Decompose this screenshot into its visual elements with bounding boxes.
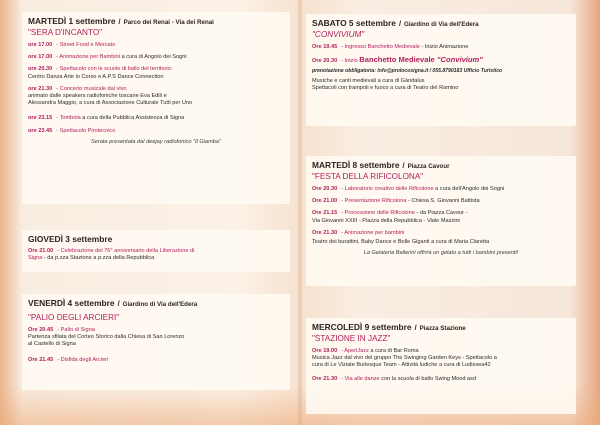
event-item (312, 376, 570, 383)
section-martedi-8 (306, 156, 576, 286)
event-item (312, 230, 570, 246)
event-time: Ore 21.15 (312, 210, 338, 217)
event-time: ore 20.30 (28, 66, 53, 73)
event-detail: - Inizio Animazione (419, 44, 469, 50)
event-name: - Laboratorio creativo delle Rificolone (341, 186, 434, 192)
event-time: Ore 19.00 (312, 348, 338, 354)
event-name: - Presentazione Rificolona (341, 198, 407, 205)
event-time: Ore 19.45 (312, 44, 338, 50)
event-name: - AperiJazz (341, 348, 369, 354)
event-name: - Tombola (56, 115, 81, 122)
header-separator: / (414, 323, 417, 332)
location-label: Piazza Stazione (419, 325, 466, 332)
event-detail: a cura dell'Angolo dei Sogni (433, 186, 505, 192)
event-name: - Spettacolo con le scuole di ballo del territorio: (56, 66, 173, 73)
event-name: - Spettacolo Pirotecnico (56, 127, 116, 134)
location-label: Piazza Cavour (407, 163, 450, 170)
event-time: ore 23.45 (28, 127, 53, 134)
event-time: Ore 21.45 (28, 356, 54, 363)
day-label: GIOVEDÌ 3 settembre (28, 234, 113, 244)
event-detail: a cura di Angolo dei Sogni (120, 54, 187, 61)
event-item (28, 115, 284, 122)
event-item (28, 42, 284, 49)
section-sabato-5 (306, 14, 576, 126)
event-item (312, 210, 570, 224)
section-mercoledi-9 (306, 318, 576, 414)
header-separator: / (398, 19, 401, 28)
event-highlight: "Convivium" (436, 55, 483, 65)
event-description: Musica Jazz dal vivo del gruppo The Swinging Garden Keys - Spettacolo a (312, 355, 497, 362)
section-title: "FESTA DELLA RIFICOLONA" (312, 172, 424, 181)
event-detail: - da p.zza Stazione a p.zza della Repubblica (42, 255, 155, 262)
section-header (312, 18, 570, 28)
event-name: - Concerto musicale dal vivo (56, 85, 127, 92)
event-time: Ore 20.30 (312, 58, 338, 65)
section-header (28, 16, 284, 26)
event-time: ore 23.15 (28, 115, 53, 122)
event-time: Ore 21.00 (28, 248, 54, 254)
event-description: Musiche e canti medievali a cura di Gàndalus (312, 77, 425, 84)
header-separator: / (117, 299, 120, 308)
section-venerdi-4 (22, 294, 290, 390)
event-item (312, 348, 570, 370)
day-label: VENERDÌ 4 settembre (28, 298, 115, 308)
decorative-left-edge (0, 0, 22, 425)
event-item (28, 248, 284, 262)
section-title: "SERA D'INCANTO" (28, 28, 103, 37)
day-label: MERCOLEDÌ 9 settembre (312, 322, 412, 332)
event-time: Ore 21.00 (312, 198, 338, 205)
event-item (28, 357, 284, 364)
event-item (312, 198, 570, 205)
section-header (28, 234, 284, 244)
event-time: Ore 20.30 (312, 186, 338, 192)
event-description: cura di Le Viziate Burlesque Team - Attività ludiche a cura di Ludissea42 (312, 362, 491, 369)
event-item (28, 327, 284, 349)
location-label: Parco dei Renai - Via dei Renai (123, 19, 214, 26)
event-time: ore 17.00 (28, 42, 53, 48)
event-item (312, 44, 570, 51)
booking-info: prenotazione obbligatoria: info@prolocosigna.it / 055.8790183 Ufficio Turistico (312, 68, 503, 75)
day-label: MARTEDÌ 8 settembre (312, 160, 400, 170)
event-description: Teatro dei burattini, Baby Dance e Bolle Giganti a cura di Maria Claretta (312, 239, 490, 246)
location-label: Giardino di Via dell'Edera (122, 301, 198, 308)
event-item (28, 54, 284, 61)
page-fold (297, 0, 303, 425)
event-description: animato dalle speakers radiofoniche toscane Eva Edili e (28, 93, 167, 100)
location-label: Giardino di Via dell'Edera (404, 21, 479, 28)
section-title: "STAZIONE IN JAZZ" (312, 334, 391, 343)
section-header (312, 322, 570, 332)
event-name: - Ingresso Banchetto Medievale (341, 44, 420, 50)
day-label: SABATO 5 settembre (312, 18, 396, 28)
event-item (28, 128, 284, 135)
header-separator: / (118, 17, 121, 26)
event-name: - Animazione per Bambini (56, 54, 121, 61)
event-name: Signa (28, 255, 43, 262)
header-separator: / (402, 161, 405, 170)
event-item (312, 56, 570, 65)
event-description: Via Giovanni XXIII - Piazza della Repubblica - Viale Mazzini (312, 217, 460, 224)
section-header (312, 160, 570, 170)
event-description: Spettacoli con trampoli e fuoco a cura di Teatro del Ramino (312, 84, 459, 91)
event-time: ore 17.00 (28, 54, 53, 61)
section-martedi-1 (22, 12, 290, 204)
event-name: - Disfida degli Arcieri (57, 356, 109, 363)
section-title: "CONVIVIUM" (312, 30, 365, 39)
event-description: al Castello di Signa (28, 341, 76, 348)
event-name: - Via alle danze (341, 375, 380, 382)
event-time: ore 21.30 (28, 85, 53, 92)
event-time: Ore 21.30 (312, 229, 338, 236)
event-time: Ore 20.45 (28, 327, 54, 333)
event-detail: - Chiesa S. Giovanni Battista (406, 198, 480, 205)
section-note: Serata presentata dal deejay radiofonico "Il Giamba" (91, 138, 221, 145)
event-name: - Street Food e Mercato (56, 42, 116, 48)
event-description: Alessandra Maggio, a cura di Associazione Culturale Tutti per Uno (28, 100, 193, 107)
event-highlight: Banchetto Medievale (359, 55, 437, 65)
event-name: - Inizio (341, 58, 360, 65)
event-item (28, 66, 284, 80)
event-detail: a cura di Bar Roma (368, 348, 419, 354)
section-title: "PALIO DEGLI ARCIERI" (28, 313, 120, 322)
day-label: MARTEDÌ 1 settembre (28, 16, 116, 26)
event-description: Partenza sfilata del Corteo Storico dalla Chiesa di San Lorenzo (28, 334, 185, 341)
event-item (28, 86, 284, 108)
section-giovedi-3 (22, 230, 290, 272)
event-name: - Celebrazione del 76° anniversario della Liberazione di (57, 248, 195, 254)
section-header (28, 298, 284, 308)
event-description: Centro Danza Arte in Corso e A.P.S Dance Connection (28, 73, 164, 80)
event-detail: a cura della Pubblica Assistenza di Signa (80, 115, 185, 122)
event-item (312, 186, 570, 193)
event-name: - Processione delle Rificolone (341, 210, 415, 217)
section-note: La Gelateria Ballerini offrirà un gelato a tutti i bambini presenti! (363, 250, 519, 257)
event-name: - Palio di Signa (57, 327, 95, 333)
event-detail: - da Piazza Cavour - (414, 210, 468, 217)
event-name: - Animazione per bambini (341, 229, 405, 236)
event-detail: con la scuola di ballo Swing Mood asd (379, 375, 477, 382)
event-time: Ore 21.30 (312, 375, 338, 382)
